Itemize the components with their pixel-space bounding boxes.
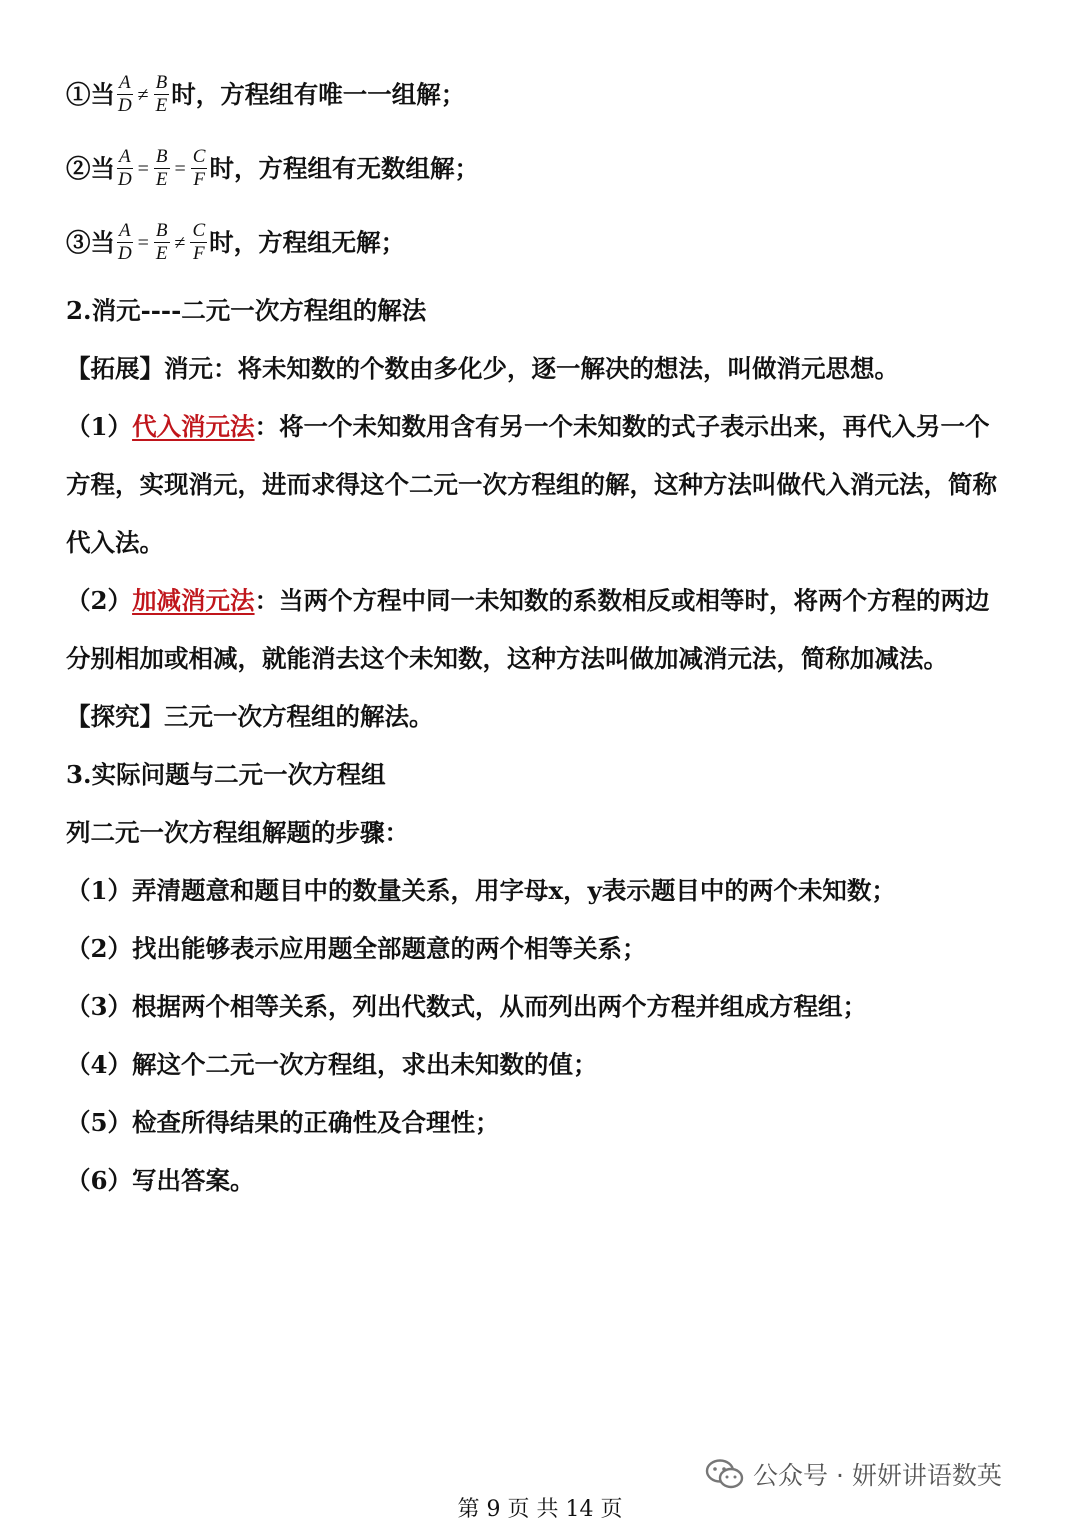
watermark [705,1456,1002,1492]
fraction-c-over-f: $\frac{C}{F}$ [192,146,206,190]
operator: = [137,231,149,254]
explore-text: 三元一次方程组的解法。 [164,702,434,731]
section-heading-real-problems: 3.实际问题与二元一次方程组 [66,760,386,789]
term-addition-method: 加减消元法 [132,586,255,615]
method-text: ：当两个方程中同一未知数的系数相反或相等时，将两个方程的两边分别相加或相减，就能消去这个未知数，这种方法叫做加减消元法，简称加减法。 [66,586,990,673]
watermark-text: 公众号 · 妍妍讲语数英 [753,1461,1002,1490]
expand-text: 消元：将未知数的个数由多化少，逐一解决的想法，叫做消元思想。 [164,354,899,383]
fraction-c-over-f: $\frac{C}{F}$ [192,220,206,264]
fraction-a-over-d: $\frac{A}{D}$ [117,220,132,264]
explore-paragraph [66,702,1010,732]
wechat-icon [705,1458,745,1490]
fraction-a-over-d: $\frac{A}{D}$ [117,146,132,190]
method-addition-subtraction [66,572,1010,688]
section-heading-elimination: 2.消元----二元一次方程组的解法 [66,296,427,325]
condition-marker: ③当 [66,227,115,257]
steps-title: 列二元一次方程组解题的步骤： [66,818,409,847]
operator: = [174,157,186,180]
method-number: （1） [66,412,133,441]
explore-label: 【探究】 [66,702,164,731]
fraction-a-over-d: $\frac{A}{D}$ [117,72,132,116]
expand-label: 【拓展】 [66,354,164,383]
list-item: （3）根据两个相等关系，列出代数式，从而列出两个方程并组成方程组； [66,992,868,1021]
expand-paragraph [66,354,1010,384]
condition-infinite-solutions [66,146,1010,191]
condition-marker: ②当 [66,153,115,183]
condition-marker: ①当 [66,79,115,109]
condition-unique-solution [66,72,1010,117]
term-substitution-method: 代入消元法 [132,412,255,441]
list-item: （6）写出答案。 [66,1166,255,1195]
condition-text: 时，方程组无解； [209,227,406,257]
method-substitution [66,398,1010,572]
operator: ≠ [174,231,186,254]
condition-no-solution [66,220,1010,265]
fraction-b-over-e: $\frac{B}{E}$ [155,220,168,264]
list-item: （5）检查所得结果的正确性及合理性； [66,1108,500,1137]
condition-text: 时，方程组有唯一一组解； [171,79,466,109]
method-number: （2） [66,586,133,615]
condition-text: 时，方程组有无数组解； [209,153,479,183]
list-item: （4）解这个二元一次方程组，求出未知数的值； [66,1050,598,1079]
operator: = [137,157,149,180]
fraction-b-over-e: $\frac{B}{E}$ [155,146,168,190]
page-number: 第 9 页 共 14 页 [457,1497,623,1522]
fraction-b-over-e: $\frac{B}{E}$ [155,72,168,116]
method-text: ：将一个未知数用含有另一个未知数的式子表示出来，再代入另一个方程，实现消元，进而求得这个二元一次方程组的解，这种方法叫做代入消元法，简称代入法。 [66,412,997,557]
operator: ≠ [137,83,149,106]
list-item: （1）弄清题意和题目中的数量关系，用字母x，y表示题目中的两个未知数； [66,876,896,905]
list-item: （2）找出能够表示应用题全部题意的两个相等关系； [66,934,647,963]
